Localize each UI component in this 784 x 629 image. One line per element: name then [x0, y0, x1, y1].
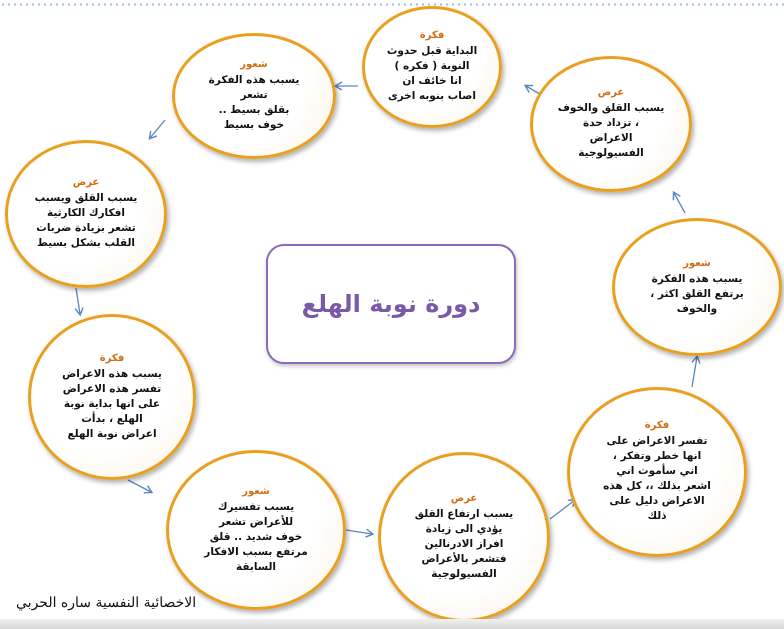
node-feeling-3: [612, 218, 782, 356]
node-title: عرض: [72, 177, 100, 188]
node-thought-3: [567, 387, 747, 557]
node-text: يسبب هذه الفكرة تشعر بقلق بسيط .. خوف بسيط: [208, 74, 300, 131]
node-title: شعور: [683, 257, 711, 269]
node-title: عرض: [450, 492, 478, 504]
node-thought-2: [28, 314, 196, 480]
node-feeling-2: [166, 450, 346, 610]
arrow-thought-to-feeling-2: [128, 480, 151, 492]
node-text: يسبب هذه الاعراض تفسر هذه الاعراض على انها بداية نوبة الهلع ، بدأت اعراض نوبة الهلع: [62, 367, 162, 440]
node-title: فكرة: [419, 30, 445, 41]
arrow-symptom-to-thought-2: [550, 500, 575, 519]
node-text: يسبب تفسيرك للأعراض تشعر خوف شديد .. قلق مرتفع بسبب الافكار السابقة: [204, 500, 308, 573]
node-text: يسبب ارتفاع القلق يؤدي الى زيادة افراز الادرنالين فتشعر بالأعراض الفسيولوجية: [414, 507, 514, 580]
arrow-thought-to-feeling-3: [692, 357, 697, 387]
node-title: فكرة: [99, 352, 125, 364]
node-text: يسبب هذه الفكرة يرتفع القلق اكثر ، والخوف: [650, 272, 744, 315]
arrow-feeling-to-symptom-2: [346, 530, 372, 534]
center-title: دورة نوبة الهلع: [301, 290, 481, 318]
bottom-bar: [0, 619, 784, 629]
node-thought-start: [362, 6, 502, 128]
arrow-symptom-to-thought: [76, 288, 80, 314]
author-signature: الاخصائية النفسية ساره الحربي: [16, 595, 197, 611]
node-feeling-1: [172, 33, 336, 159]
arrow-feeling-to-symptom-3: [674, 193, 685, 213]
node-title: شعور: [240, 59, 268, 70]
node-text: يسبب القلق ويسبب افكارك الكارثية تشعر بزيادة ضربات القلب بشكل بسيط: [34, 192, 138, 249]
node-title: عرض: [597, 87, 625, 98]
node-title: شعور: [242, 485, 270, 497]
node-symptom-3: [530, 56, 692, 192]
node-symptom-2: [378, 452, 550, 622]
arrow-feeling-to-symptom: [150, 120, 165, 138]
node-text: تفسر الاعراض على انها خطر وتفكر ، اني سأموت اني اشعر بذلك ،، كل هذه الاعراض دليل على ذلك: [603, 435, 711, 522]
node-symptom-1: [5, 140, 167, 288]
node-text: يسبب القلق والخوف ، تزداد حدة الاعراض الفسيولوجية: [557, 102, 665, 159]
node-text: البداية قبل حدوث النوبة ( فكره ) انا خائف ان اصاب بنوبه اخرى: [386, 45, 478, 102]
node-title: فكرة: [644, 420, 670, 431]
center-title-box: [266, 244, 516, 364]
